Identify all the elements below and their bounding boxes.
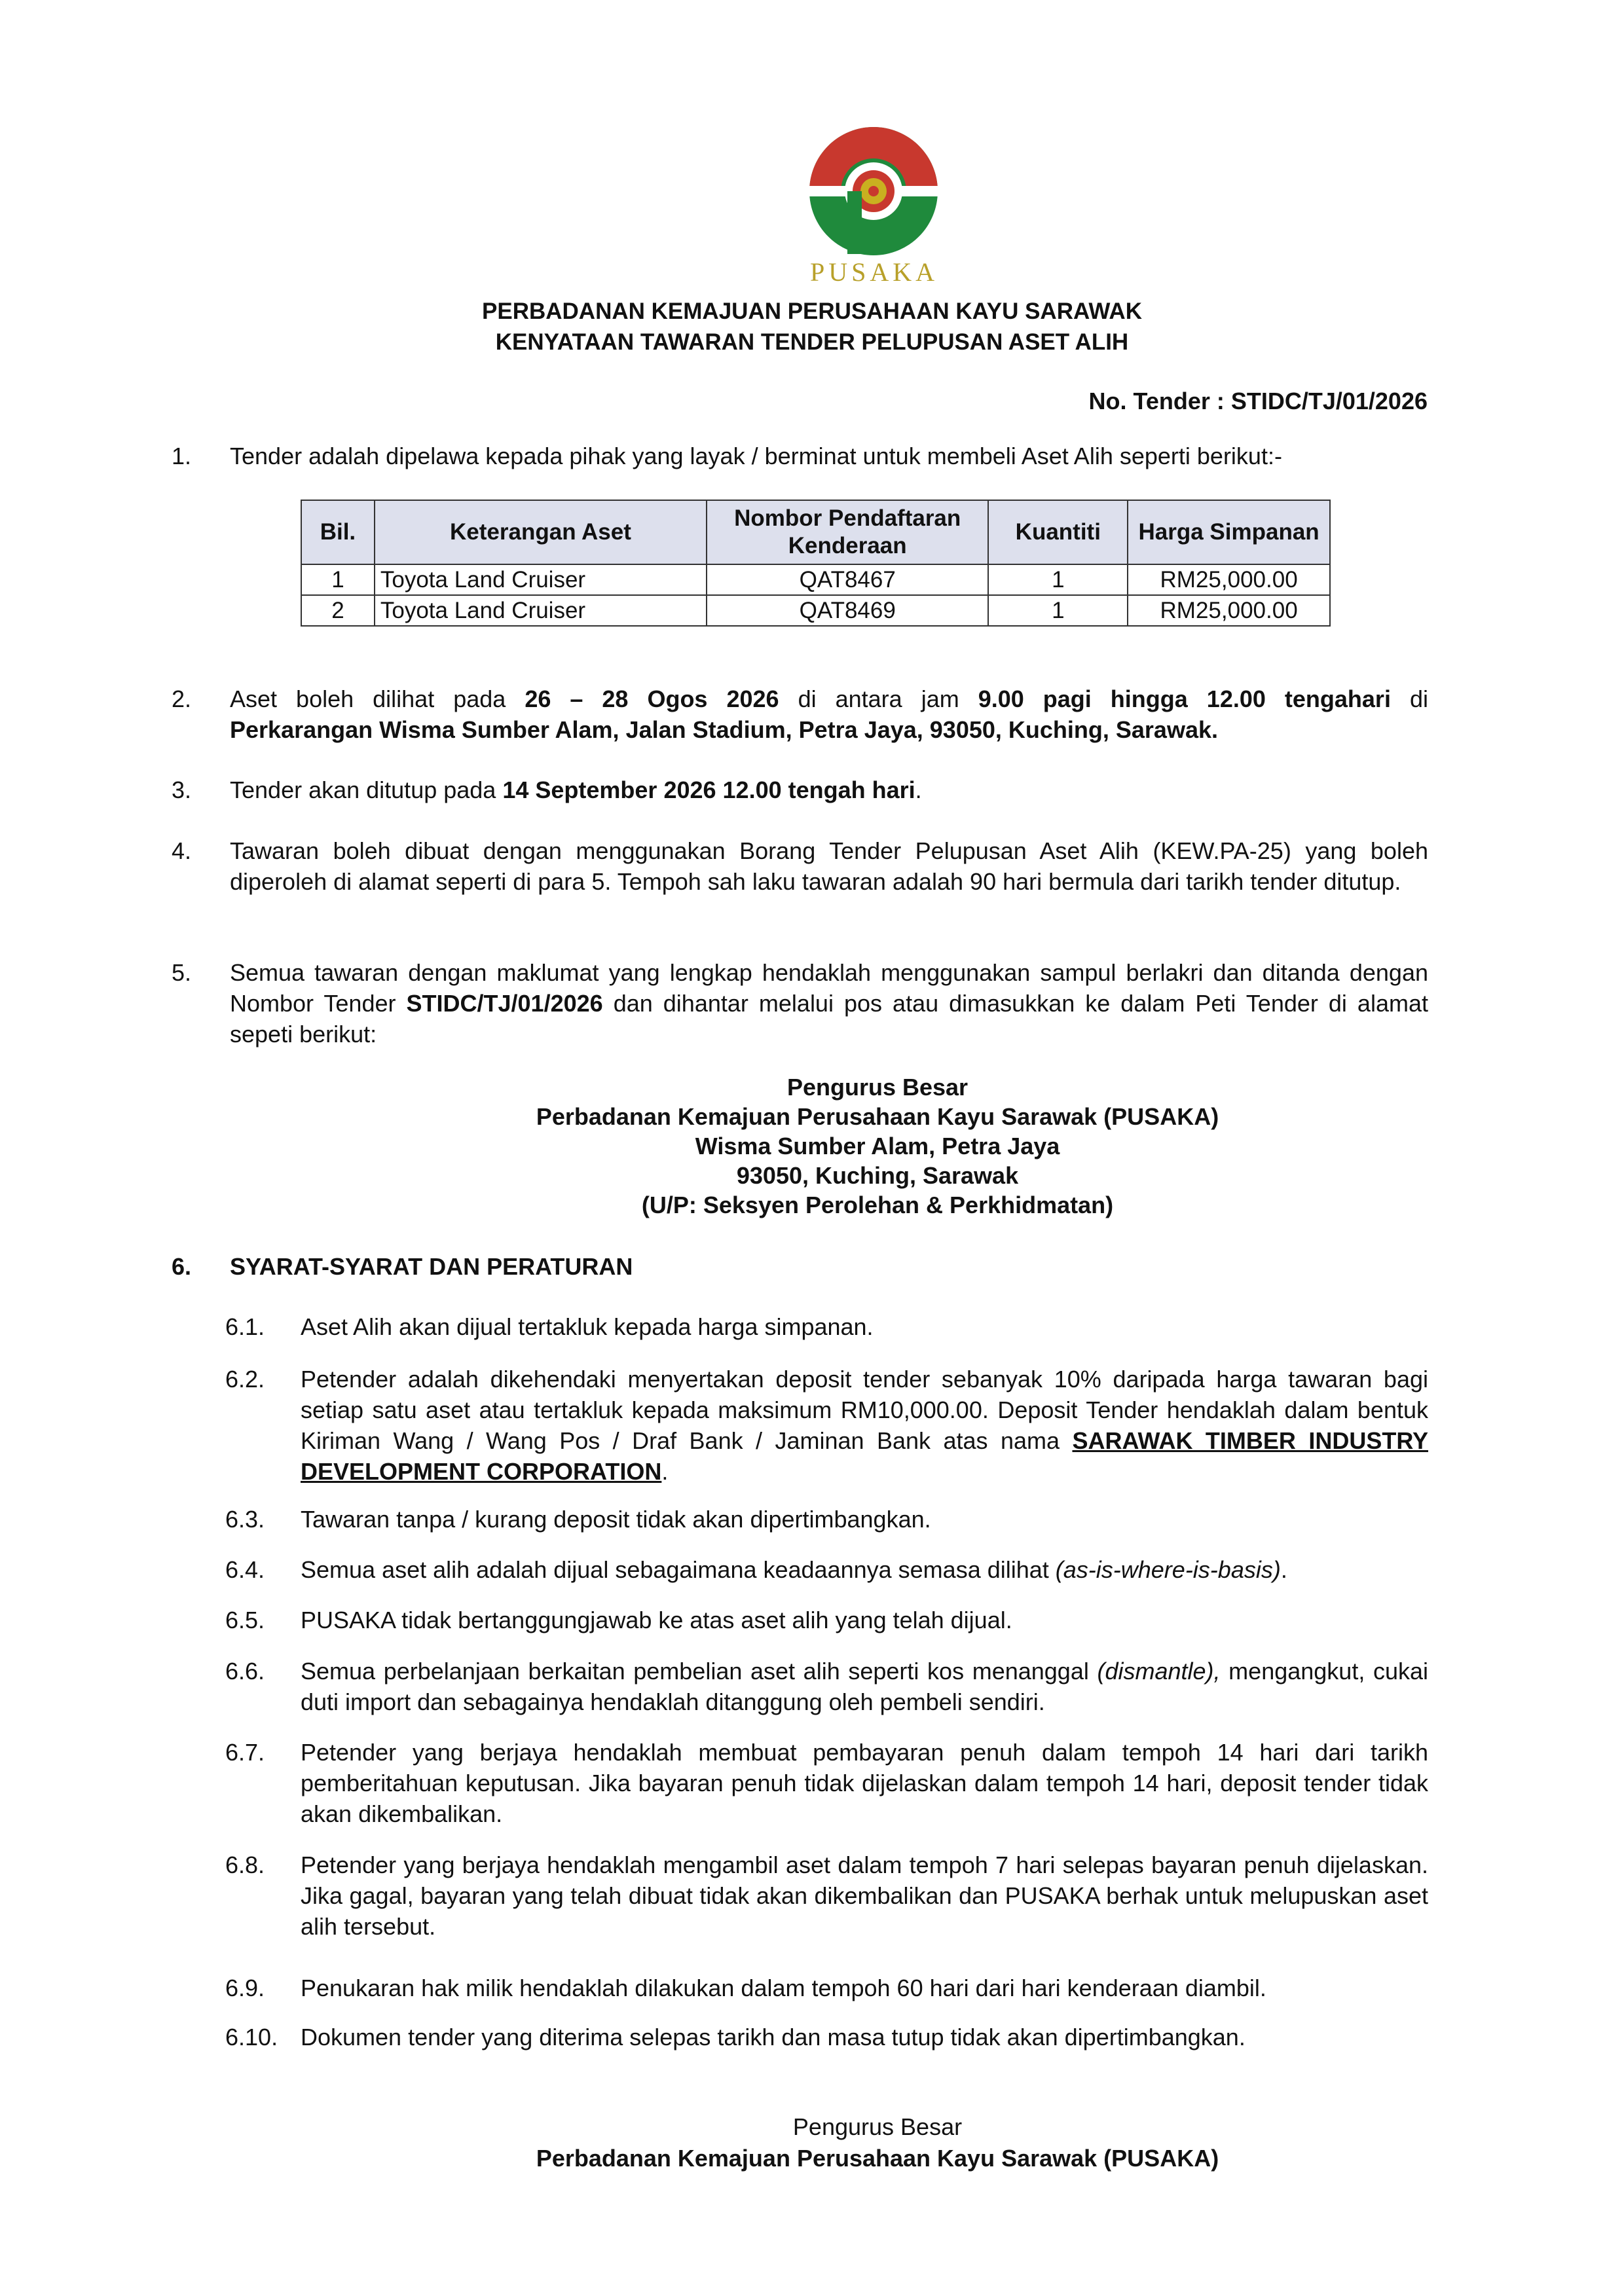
- para-3-number: 3.: [172, 776, 192, 803]
- clause-6-8-number: 6.8.: [225, 1851, 265, 1878]
- para-1-number: 1.: [172, 443, 192, 469]
- text: Aset boleh dilihat pada: [230, 685, 525, 712]
- clause-6-3-text: Tawaran tanpa / kurang deposit tidak akan dipertimbangkan.: [301, 1506, 931, 1533]
- address-block: [196, 1072, 1559, 1220]
- text: Semua perbelanjaan berkaitan pembelian aset alih seperti kos menanggal: [301, 1658, 1098, 1685]
- header-keterangan: Keterangan Aset: [375, 500, 707, 564]
- clause-6-5-number: 6.5.: [225, 1607, 265, 1633]
- text: .: [661, 1458, 669, 1485]
- text: .: [1280, 1556, 1287, 1583]
- address-line: Wisma Sumber Alam, Petra Jaya: [695, 1133, 1060, 1159]
- clause-6-2-number: 6.2.: [225, 1366, 265, 1393]
- viewing-location: Perkarangan Wisma Sumber Alam, Jalan Stadium, Petra Jaya, 93050, Kuching, Sarawak.: [230, 716, 1218, 743]
- clause-6-10-number: 6.10.: [225, 2024, 278, 2050]
- clause-6-2-text: [301, 1364, 1428, 1487]
- cell-harga: RM25,000.00: [1128, 595, 1330, 626]
- header-kuantiti: Kuantiti: [988, 500, 1128, 564]
- clause-6-8-text: Petender yang berjaya hendaklah mengambil aset dalam tempoh 7 hari selepas bayaran penuh dijelaskan. Jika gagal, bayaran yang telah dibuat tidak akan dikembalikan dan PUSAKA berhak untuk melupuskan aset alih tersebut.: [301, 1851, 1428, 1940]
- address-line: Pengurus Besar: [786, 1074, 969, 1101]
- text: Tender akan ditutup pada: [230, 776, 503, 803]
- signoff-org: Perbadanan Kemajuan Perusahaan Kayu Sarawak (PUSAKA): [536, 2145, 1219, 2172]
- clause-6-10-text: Dokumen tender yang diterima selepas tarikh dan masa tutup tidak akan dipertimbangkan.: [301, 2024, 1246, 2050]
- address-line: Perbadanan Kemajuan Perusahaan Kayu Sarawak (PUSAKA): [536, 1103, 1219, 1130]
- tender-reference: STIDC/TJ/01/2026: [406, 990, 603, 1017]
- text: Semua aset alih adalah dijual sebagaimana keadaannya semasa dilihat: [301, 1556, 1056, 1583]
- table-row: [301, 595, 1330, 626]
- para-4-text: Tawaran boleh dibuat dengan menggunakan Borang Tender Pelupusan Aset Alih (KEW.PA-25) yang boleh diperoleh di alamat seperti di para 5. Tempoh sah laku tawaran adalah 90 hari bermula dari tarikh tender ditutup.: [230, 837, 1428, 895]
- cell-nombor: QAT8469: [707, 595, 988, 626]
- para-2-number: 2.: [172, 685, 192, 712]
- notice-title: KENYATAAN TAWARAN TENDER PELUPUSAN ASET ALIH: [495, 329, 1129, 355]
- cell-harga: RM25,000.00: [1128, 564, 1330, 595]
- text: di: [1390, 685, 1428, 712]
- para-2-text: [230, 683, 1428, 745]
- address-line: (U/P: Seksyen Perolehan & Perkhidmatan): [641, 1192, 1114, 1218]
- table-header-row: [301, 500, 1330, 564]
- text: mengangkut, cukai duti import dan sebagainya hendaklah ditanggung oleh pembeli sendiri.: [301, 1658, 1429, 1715]
- payee-name: SARAWAK TIMBER INDUSTRY DEVELOPMENT CORPORATION: [301, 1427, 1429, 1485]
- clause-6-7-number: 6.7.: [225, 1739, 265, 1766]
- org-title: PERBADANAN KEMAJUAN PERUSAHAAN KAYU SARAWAK: [482, 299, 1142, 324]
- clause-6-3-number: 6.3.: [225, 1506, 265, 1533]
- table-row: [301, 564, 1330, 595]
- clause-6-1-text: Aset Alih akan dijual tertakluk kepada harga simpanan.: [301, 1313, 874, 1340]
- signoff-block: [196, 2111, 1559, 2174]
- header-nombor: Nombor Pendaftaran Kenderaan: [707, 500, 988, 564]
- para-3-text: [230, 774, 1428, 805]
- cell-nombor: QAT8467: [707, 564, 988, 595]
- cell-kuantiti: 1: [988, 564, 1128, 595]
- clause-6-1-number: 6.1.: [225, 1313, 265, 1340]
- address-line: 93050, Kuching, Sarawak: [736, 1162, 1019, 1189]
- clause-6-9-text: Penukaran hak milik hendaklah dilakukan dalam tempoh 60 hari dari hari kenderaan diambil.: [301, 1975, 1266, 2001]
- asset-table: [301, 500, 1331, 627]
- text: dan dihantar melalui pos atau dimasukkan ke dalam Peti Tender di alamat sepeti berikut:: [230, 990, 1428, 1048]
- cell-keterangan: Toyota Land Cruiser: [375, 595, 707, 626]
- section-6-number: 6.: [172, 1253, 192, 1280]
- clause-6-4-number: 6.4.: [225, 1556, 265, 1583]
- text: .: [915, 776, 922, 803]
- text: Petender adalah dikehendaki menyertakan deposit tender sebanyak 10% daripada harga tawaran bagi setiap satu aset atau tertakluk kepada maksimum RM10,000.00. Deposit Tender hendaklah dalam bentuk Kiriman Wang / Wang Pos / Draf Bank / Jaminan Bank atas nama: [301, 1366, 1428, 1454]
- text: Semua tawaran dengan maklumat yang lengkap hendaklah menggunakan sampul berlakri dan ditanda dengan Nombor Tender: [230, 959, 1428, 1017]
- italic-term: (as-is-where-is-basis): [1055, 1556, 1281, 1583]
- section-6-title: SYARAT-SYARAT DAN PERATURAN: [230, 1253, 633, 1280]
- header-bil: Bil.: [301, 500, 375, 564]
- clause-6-4-text: [301, 1554, 1428, 1585]
- para-5-text: [230, 957, 1428, 1049]
- clause-6-9-number: 6.9.: [225, 1975, 265, 2001]
- cell-bil: 1: [301, 564, 375, 595]
- para-1-text: Tender adalah dipelawa kepada pihak yang layak / berminat untuk membeli Aset Alih seperti berikut:-: [230, 443, 1282, 469]
- para-2-line-1: [230, 683, 1428, 714]
- text: di antara jam: [779, 685, 978, 712]
- signoff-title: Pengurus Besar: [792, 2113, 963, 2140]
- clause-6-6-number: 6.6.: [225, 1658, 265, 1685]
- clause-6-7-text: Petender yang berjaya hendaklah membuat pembayaran penuh dalam tempoh 14 hari dari tarikh pemberitahuan keputusan. Jika bayaran penuh tidak dijelaskan dalam tempoh 14 hari, deposit tender tidak akan dikembalikan.: [301, 1739, 1428, 1827]
- cell-kuantiti: 1: [988, 595, 1128, 626]
- viewing-time: 9.00 pagi hingga 12.00 tengahari: [978, 685, 1391, 712]
- clause-6-6-text: [301, 1656, 1428, 1717]
- clause-6-5-text: PUSAKA tidak bertanggungjawab ke atas aset alih yang telah dijual.: [301, 1607, 1012, 1633]
- viewing-date: 26 – 28 Ogos 2026: [525, 685, 779, 712]
- para-4-number: 4.: [172, 837, 192, 864]
- cell-keterangan: Toyota Land Cruiser: [375, 564, 707, 595]
- logo-text: PUSAKA: [809, 257, 939, 287]
- italic-term: (dismantle),: [1097, 1658, 1221, 1685]
- header-harga: Harga Simpanan: [1128, 500, 1330, 564]
- tender-number: No. Tender : STIDC/TJ/01/2026: [1088, 388, 1428, 414]
- cell-bil: 2: [301, 595, 375, 626]
- para-2-line-2: [230, 714, 1428, 745]
- closing-date: 14 September 2026 12.00 tengah hari: [502, 776, 915, 803]
- pusaka-logo: [808, 126, 939, 257]
- para-5-number: 5.: [172, 959, 192, 986]
